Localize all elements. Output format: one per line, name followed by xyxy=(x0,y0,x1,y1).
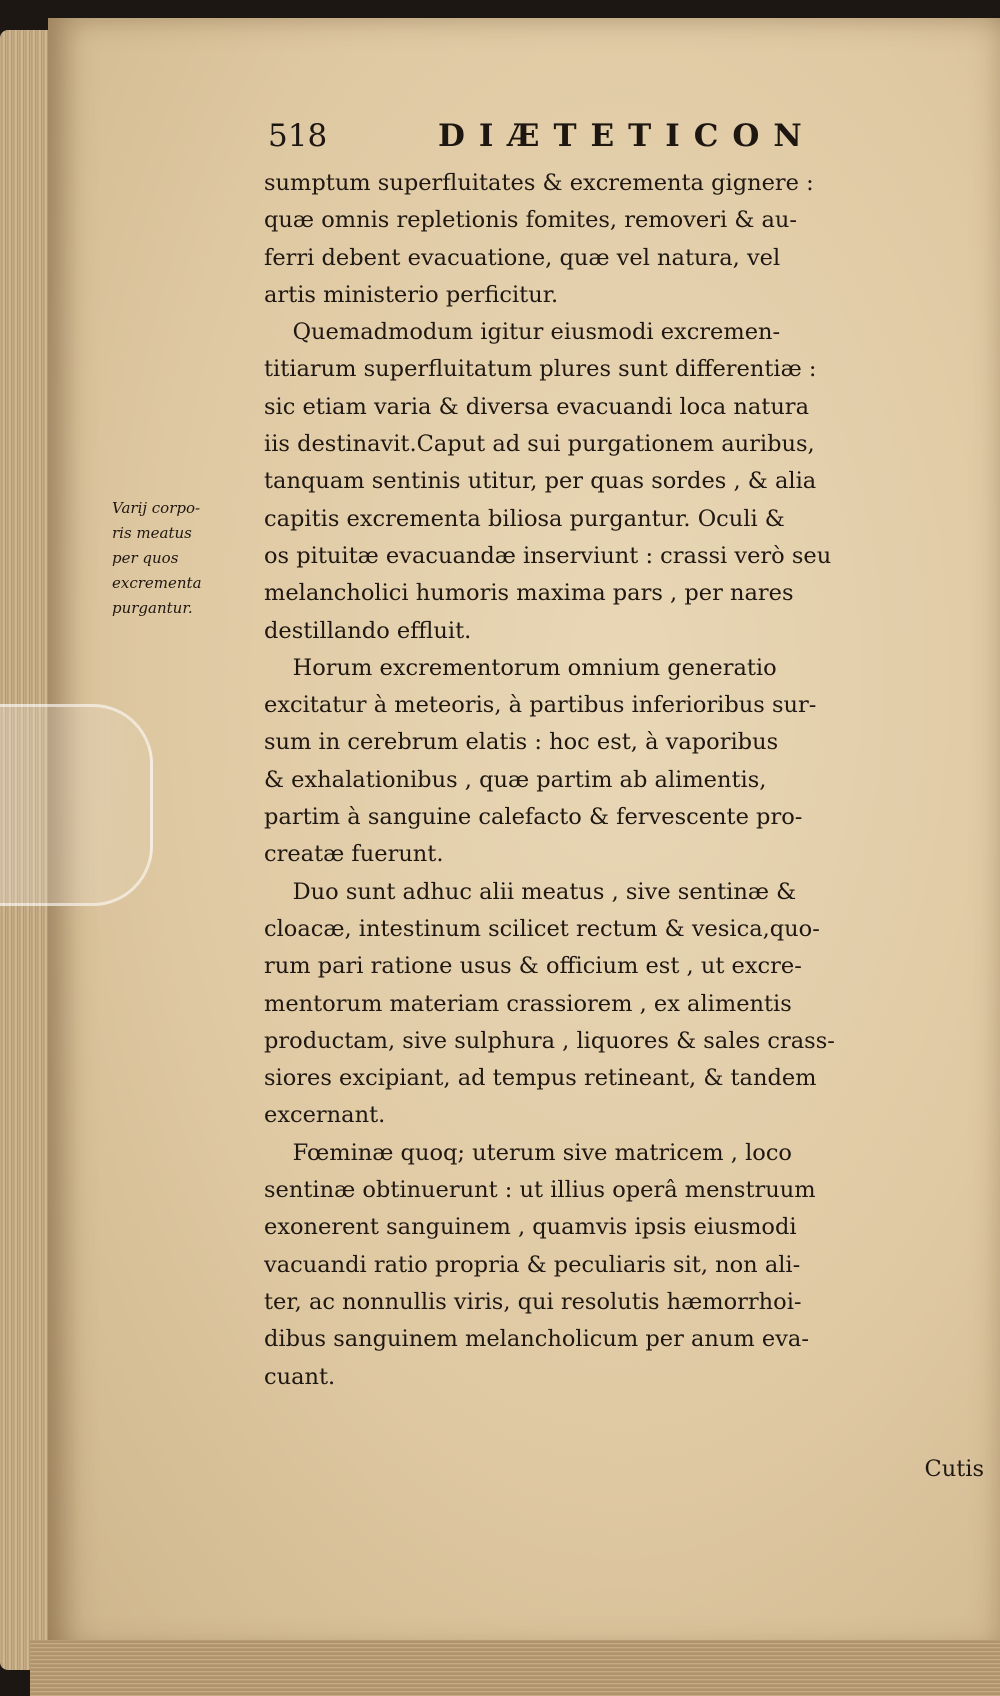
text-line: cloacæ, intestinum scilicet rectum & vesica,quo- xyxy=(264,915,820,942)
page-header-title: DIÆTETICON xyxy=(438,118,816,154)
page-number: 518 xyxy=(268,118,328,154)
margin-note-line: purgantur. xyxy=(112,599,193,617)
text-line: Horum excrementorum omnium generatio xyxy=(264,654,777,681)
margin-note xyxy=(112,496,262,621)
text-line: exonerent sanguinem , quamvis ipsis eiusmodi xyxy=(264,1214,797,1241)
text-line: melancholici humoris maxima pars , per nares xyxy=(264,580,794,607)
text-line: dibus sanguinem melancholicum per anum eva- xyxy=(264,1326,809,1353)
margin-note-line: Varij corpo- xyxy=(112,499,201,517)
text-line: destillando effluit. xyxy=(264,617,472,644)
text-line: sentinæ obtinuerunt : ut illius operâ menstruum xyxy=(264,1177,816,1204)
margin-note-line: ris meatus xyxy=(112,524,192,542)
text-line: productam, sive sulphura , liquores & sales crass- xyxy=(264,1027,835,1054)
text-line: cuant. xyxy=(264,1363,336,1390)
catchword: Cutis xyxy=(924,1456,984,1482)
text-line: sumptum superfluitates & excrementa gignere : xyxy=(264,170,814,196)
text-line: & exhalationibus , quæ partim ab alimentis, xyxy=(264,766,767,793)
text-line: artis ministerio perficitur. xyxy=(264,281,559,308)
text-line: ferri debent evacuatione, quæ vel natura, vel xyxy=(264,244,781,271)
text-line: capitis excrementa biliosa purgantur. Oculi & xyxy=(264,505,785,532)
text-line: quæ omnis repletionis fomites, removeri & au- xyxy=(264,207,798,234)
text-line: titiarum superfluitatum plures sunt differentiæ : xyxy=(264,356,817,383)
text-line: rum pari ratione usus & officium est , ut excre- xyxy=(264,953,802,980)
text-line: vacuandi ratio propria & peculiaris sit, non ali- xyxy=(264,1251,801,1278)
text-line: sum in cerebrum elatis : hoc est, à vaporibus xyxy=(264,729,779,756)
text-line: creatæ fuerunt. xyxy=(264,841,444,868)
body-text xyxy=(264,165,988,1396)
book-bottom-edge xyxy=(30,1640,1000,1696)
text-line: siores excipiant, ad tempus retineant, & tandem xyxy=(264,1065,817,1092)
text-line: tanquam sentinis utitur, per quas sordes , & alia xyxy=(264,468,817,495)
text-line: partim à sanguine calefacto & fervescente pro- xyxy=(264,804,803,831)
text-line: Fœminæ quoq; uterum sive matricem , loco xyxy=(264,1139,792,1166)
text-line: excernant. xyxy=(264,1102,386,1129)
text-line: iis destinavit.Caput ad sui purgationem auribus, xyxy=(264,431,815,458)
page-clip xyxy=(0,704,153,906)
text-line: mentorum materiam crassiorem , ex alimentis xyxy=(264,990,792,1017)
text-line: sic etiam varia & diversa evacuandi loca natura xyxy=(264,393,809,420)
running-head xyxy=(268,118,888,158)
text-line: Quemadmodum igitur eiusmodi excremen- xyxy=(264,319,781,346)
text-line: excitatur à meteoris, à partibus inferioribus sur- xyxy=(264,692,817,719)
text-line: os pituitæ evacuandæ inserviunt : crassi verò seu xyxy=(264,542,832,569)
margin-note-line: per quos xyxy=(112,549,179,567)
margin-note-line: excrementa xyxy=(112,574,202,592)
text-line: ter, ac nonnullis viris, qui resolutis hæmorrhoi- xyxy=(264,1288,802,1315)
text-line: Duo sunt adhuc alii meatus , sive sentinæ & xyxy=(264,878,797,905)
